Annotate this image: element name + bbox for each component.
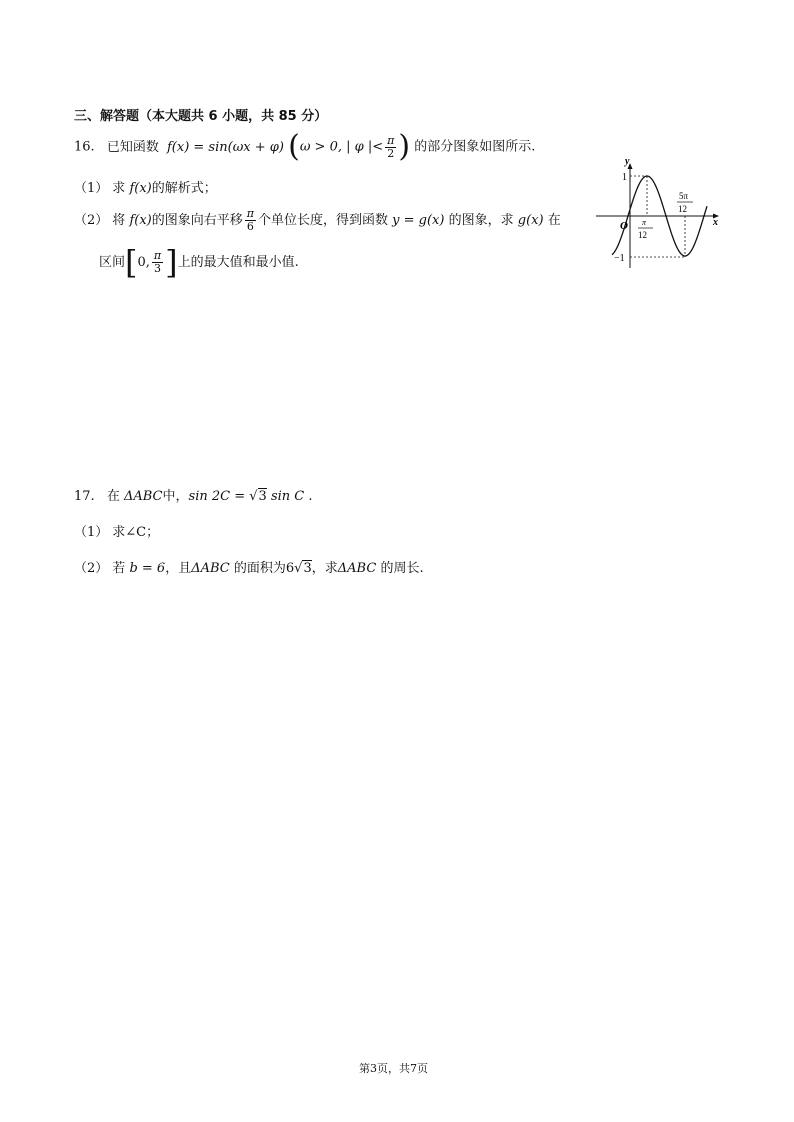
graph-origin-label: O [620,220,628,232]
page-footer: 第3页，共7页 [359,1062,428,1075]
q16-part2-text-e: 在 [547,213,561,228]
q17-stem-a: 在 [106,489,120,504]
q16-interval-bracket-close: ] [165,243,178,282]
q17-part2-text-b: ，且 [165,561,192,576]
q16-shift-frac-den: 6 [246,220,254,233]
q16-stem-suffix: 的部分图象如图所示. [414,139,536,155]
q16-part2-text-c: 个单位长度，得到函数 [257,213,388,228]
q17-part2-triangle2: ΔABC [337,561,377,576]
graph-tick-x2-den: 12 [678,204,687,214]
q16-interval-bracket-open: [ [125,243,138,282]
graph-tick-x1-num: π [642,218,647,227]
q16-part2-text-a: 将 [112,213,126,228]
q16-stem [74,129,536,164]
section-heading: 三、解答题（本大题共 6 小题，共 85 分） [74,109,328,124]
q16-part1-fx: f(x) [129,181,152,196]
q16-part2-gx: g(x) [517,213,544,228]
q17-sqrt-value: 3 [258,489,267,504]
q17-part1-text: 求∠C； [112,525,160,540]
q16-part2-label: （2） [74,213,109,228]
q16-stem-prefix: 已知函数 [106,139,159,155]
q16-condition-frac-den: 2 [387,146,395,160]
graph-y-label: y [625,156,630,167]
q17-part1 [74,521,159,540]
q17-part2-label: （2） [74,561,109,576]
graph-tick-x2-num: 5π [679,191,689,201]
q17-equation-a: sin 2C = [188,489,246,504]
q16-part2-line2 [99,243,299,282]
q16-part2-ygx: y = g(x) [392,213,445,228]
q17-part2-text-e: 的周长. [380,561,424,576]
q17-part2-text-a: 若 [112,561,126,576]
q16-interval-start: 0, [137,255,150,270]
q16-part2-text-d: 的图象，求 [448,213,514,228]
q16-condition-frac-num: π [387,133,395,147]
q16-part1 [74,177,217,196]
q16-interval-fraction [152,250,163,274]
q17-equation-b: sin C . [270,489,313,504]
q16-condition: ω > 0, | φ |< [299,139,384,155]
q17-part2-text-c: 的面积为 [233,561,286,576]
q16-part1-text-b: 的解析式； [151,181,217,196]
q16-interval-frac-num: π [153,249,162,263]
q17-sqrt-sign: √ [249,489,258,504]
q17-part2-b-eq: b = 6 [129,561,166,576]
q16-part1-label: （1） [74,181,109,196]
q17-triangle: ΔABC [123,489,163,504]
q16-part2-fx: f(x) [129,213,152,228]
q17-part2-triangle: ΔABC [191,561,230,576]
q17-area-sqrt-value: 3 [303,561,312,576]
graph-x-label: x [713,217,718,228]
q16-part1-text-a: 求 [112,181,126,196]
q17-part2 [74,557,424,576]
q16-part2-line1 [74,206,561,236]
q16-part2-line2-a: 区间 [99,255,126,270]
q16-function: f(x) = sin(ωx + φ) [166,139,284,155]
graph-tick-y-bottom: −1 [614,253,625,264]
q17-part1-label: （1） [74,525,109,540]
q16-paren-close: ) [398,129,411,164]
graph-tick-x1-den: 12 [638,230,647,240]
q17-area-coef: 6 [285,561,295,576]
q17-stem-b: 中， [162,489,189,504]
q16-number: 16. [74,139,95,155]
graph-tick-y-top: 1 [622,172,627,183]
q16-part2-line2-b: 上的最大值和最小值. [177,255,299,270]
q17-area-sqrt-sign: √ [294,561,303,576]
q17-number: 17. [74,489,95,504]
q16-condition-fraction [385,135,396,159]
q16-shift-frac-num: π [246,207,254,221]
q16-part2-text-b: 的图象向右平移 [151,213,243,228]
q17-stem [74,485,313,504]
q16-interval-frac-den: 3 [154,262,162,275]
q16-sine-graph [592,155,722,270]
q17-part2-text-d: ，求 [311,561,338,576]
q16-shift-fraction [245,208,256,232]
q16-paren-open: ( [288,129,300,164]
